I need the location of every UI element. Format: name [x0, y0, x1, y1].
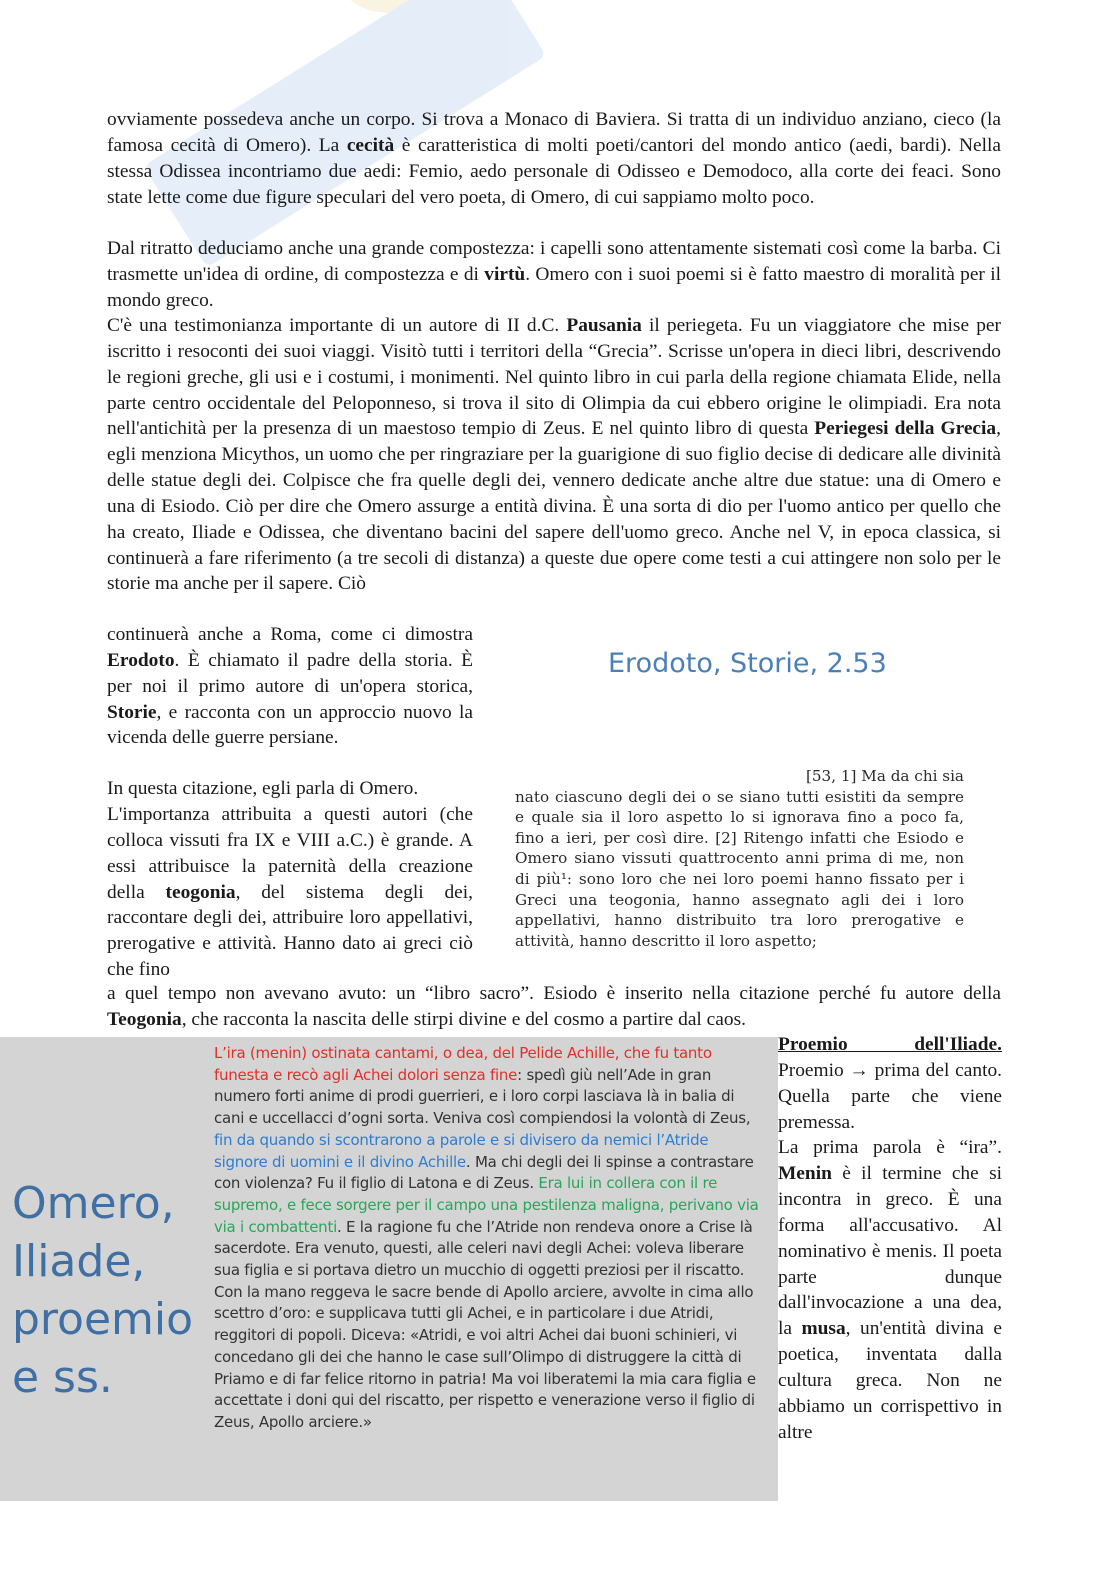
text: , e racconta con un approccio nuovo la vicenda delle guerre persiane.	[107, 701, 473, 749]
text: . Ma chi degli dei li spinse a contrastare con violenza? Fu il figlio di Latona e di Zeus.	[214, 1152, 754, 1193]
text: , egli menziona Micythos, un uomo che per ringraziare per la guarigione di suo figlio decise di dedicare alle divinità delle statue degli dei. Colpisce che fra quelle degli dei, vennero dedicate anche altre due statue: una di Omero e una di Esiodo. Ciò per dire che Omero assurge a entità divina. È una sorta di dio per l'uomo antico per quello che ha creato, Iliade e Odissea, che diventano bacini del sapere dell'uomo greco. Anche nel V, in epoca classica, si continuerà a fare riferimento (a tre secoli di distanza) a queste due opere come testi a cui attingere non solo per le storie ma anche per il sapere. Ciò	[107, 418, 1001, 595]
paragraph-ritratto	[107, 236, 1001, 314]
bold-term: Teogonia	[107, 1008, 182, 1030]
paragraph-importanza	[107, 802, 473, 983]
watermark-ring	[306, 0, 469, 35]
bold-term: virtù	[484, 263, 526, 285]
text: ovviamente possedeva anche un corpo. Si trova a Monaco di Baviera. Si tratta di un individuo anziano, cieco (la famosa cecità di Omero). La	[107, 109, 1001, 156]
text: , che racconta la nascita delle stirpi divine e del cosmo a partire dal caos.	[181, 1008, 746, 1030]
text: continuerà anche a Roma, come ci dimostra	[107, 624, 473, 645]
text: è il termine che si incontra in greco. È una forma all'accusativo. Al nominativo è menis. Il poeta parte dunque dall'invocazione a una dea, la	[778, 1163, 1002, 1340]
highlight-blue: fin da quando si scontrarono a parole e si divisero da nemici l’Atride signore di uomini e il divino Achille	[214, 1130, 709, 1171]
text: il periegeta. Fu un viaggiatore che mise per iscritto i resoconti dei suoi viaggi. Visitò tutti i territori della “Grecia”. Scrisse un'opera in dieci libri, descrivendo le regioni greche, gli usi e i costumi, i monimenti. Nel quinto libro in cui parla della regione chiamata Elide, nella parte centro occidentale del Peloponneso, si trova il sito di Olimpia da cui ebbero origine le olimpiadi. Era nota nell'antichità per la presenza di un maestoso tempio di Zeus. E nel quinto libro di questa	[107, 315, 1001, 440]
text: C'è una testimonianza importante di un autore di II d.C.	[107, 315, 567, 336]
proemio-definition: Proemio → prima del canto. Quella parte che viene premessa.	[778, 1059, 1002, 1133]
paragraph-erodoto	[107, 622, 473, 751]
paragraph-pausania	[107, 313, 1001, 597]
highlight-green: Era lui in collera con il re supremo, e fece sorgere per il campo una pestilenza maligna, perivano via via i combattenti	[214, 1174, 759, 1236]
iliade-text	[214, 1043, 766, 1434]
bold-term: cecità	[346, 134, 395, 156]
text: L'importanza attribuita a questi autori (che colloca vissuti fra IX e VIII a.C.) è grande. A essi attribuisce la paternità della creazione della	[107, 804, 473, 903]
side-title-line: Omero,	[12, 1178, 175, 1229]
text: . E la ragione fu che l’Atride non rendeva onore a Crise là sacerdote. Era venuto, questi, alle celeri navi degli Achei: voleva liberare sua figlia e si portava dietro un mucchio di oggetti preziosi per il riscatto. Con la mano reggeva le sacre bende di Apollo arciere, avvolte in cima allo scettro d’oro: e supplicava tutti gli Achei, e in particolare i due Atridi, reggitori di popoli. Diceva: «Atridi, e voi altri Achei dai buoni schinieri, vi concedano gli dei che hanno le case sull’Olimpo di distruggere la città di Priamo e di far felice ritorno in patria! Ma voi liberatemi la mia cara figlia e accettate i doni qui del riscatto, per rispetto e venerazione verso il figlio di Zeus, Apollo arciere.»	[214, 1217, 756, 1431]
text: In questa citazione, egli parla di Omero.	[107, 778, 419, 799]
erodoto-image-title: Erodoto, Storie, 2.53	[608, 648, 887, 679]
text: : spedì giù nell’Ade in gran numero forti anime di prodi guerrieri, e i loro corpi lasciava là in balia di cani e uccellacci d’ogni sorta. Veniva così compiendosi la volontà di Zeus,	[214, 1065, 751, 1128]
text: . Omero con i suoi poemi si è fatto maestro di moralità per il mondo greco.	[107, 263, 1001, 311]
erodoto-quote-text	[515, 766, 964, 951]
text: , del sistema degli dei, raccontare degli dei, attribuire loro appellativi, prerogative e attività. Hanno dato ai greci ciò che fino	[107, 881, 474, 981]
quote-body: nato ciascuno degli dei o se siano tutti esistiti da sempre e quale sia il loro aspetto lo si ignorava fino a poco fa, fino a ieri, per così dire. [2] Ritengo infatti che Esiodo e Omero siano vissuti quattrocento anni prima di me, non di più¹: sono loro che nei loro poemi hanno fissato per i Greci una teogonia, hanno assegnato agli dei i loro appellativi, hanno distribuito tra loro prerogative e attività, hanno descritto il loro aspetto;	[515, 787, 964, 950]
paragraph-citazione	[107, 776, 473, 802]
text: , un'entità divina e poetica, inventata dalla cultura greca. Non ne abbiamo un corrispettivo in altre	[778, 1318, 1003, 1443]
erodoto-quote-image	[495, 626, 995, 966]
quote-head: [53, 1] Ma da chi sia	[805, 767, 964, 785]
bold-term: Pausania	[566, 315, 642, 336]
paragraph-teogonia	[107, 981, 1001, 1033]
side-title-line: proemio	[12, 1294, 194, 1345]
bold-term: Storie	[107, 701, 157, 723]
proemio-heading: Proemio dell'Iliade.	[778, 1034, 1002, 1055]
side-title-line: e ss.	[12, 1352, 113, 1403]
iliade-proemio-image	[0, 1037, 778, 1501]
side-title-line: Iliade,	[12, 1236, 146, 1287]
bold-term: Erodoto	[107, 649, 175, 671]
text: Dal ritratto deduciamo anche una grande compostezza: i capelli sono attentamente sistemati così come la barba. Ci trasmette un'idea di ordine, di compostezza e di	[107, 238, 1001, 285]
highlight-red: L’ira (menin) ostinata cantami, o dea, del Pelide Achille, che fu tanto funesta e recò agli Achei dolori senza fine	[214, 1044, 712, 1084]
paragraph-monaco	[107, 107, 1001, 210]
text: a quel tempo non avevano avuto: un “libro sacro”. Esiodo è inserito nella citazione perché fu autore della	[107, 983, 1001, 1004]
text: La prima parola è “ira”.	[778, 1137, 1002, 1159]
bold-term: Periegesi della Grecia	[814, 418, 997, 440]
bold-term: teogonia	[165, 881, 236, 903]
iliade-side-title	[12, 1175, 193, 1407]
text: è caratteristica di molti poeti/cantori del mondo antico (aedi, bardi). Nella stessa Odissea incontriamo due aedi: Femio, aedo personale di Odisseo e Demodoco, alla corte dei feaci. Sono state lette come due figure speculari del vero poeta, di Omero, di cui sappiamo molto poco.	[107, 134, 1001, 208]
text: . È chiamato il padre della storia. È per noi il primo autore di un'opera storica,	[107, 649, 473, 697]
proemio-ira	[778, 1135, 1002, 1445]
bold-term: musa	[801, 1318, 846, 1340]
proemio-column	[778, 1032, 1002, 1446]
bold-term: Menin	[778, 1163, 832, 1185]
